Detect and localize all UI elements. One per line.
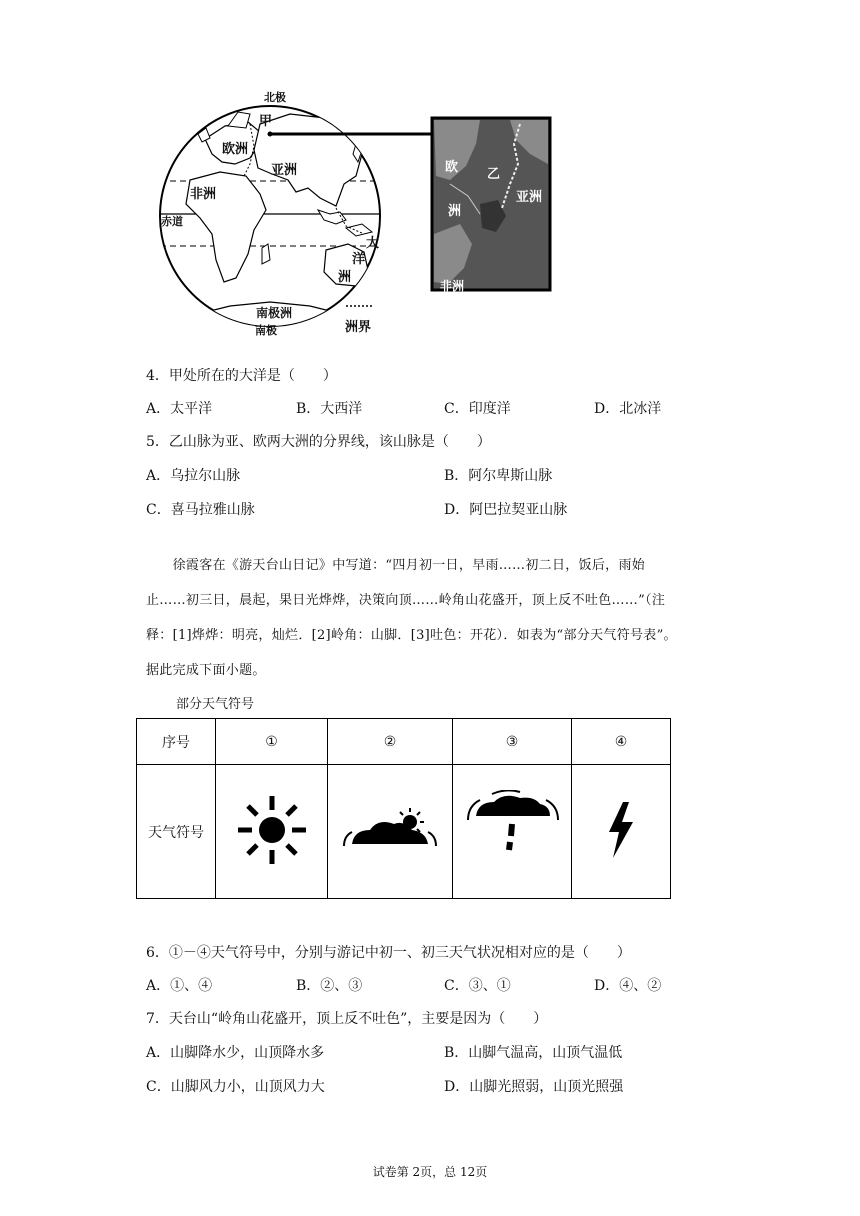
symbol-cell-2 — [328, 765, 453, 899]
africa-label: 非洲 — [190, 187, 217, 202]
q7-option-b[interactable]: B．山脚气温高，山顶气温低 — [444, 1045, 623, 1061]
north-pole-label: 北极 — [264, 91, 286, 104]
weather-symbol-table — [136, 718, 671, 899]
q4-stem: 4．甲处所在的大洋是（ ） — [146, 368, 337, 384]
oceania-label-1: 大 — [366, 236, 380, 251]
passage-line-2: 止……初三日，晨起，果日光烨烨，决策向顶……岭角山花盛开，顶上反不吐色……”（注 — [146, 593, 666, 608]
sun-icon — [232, 790, 312, 870]
inset-europe-label-1: 欧 — [445, 160, 459, 175]
q4-option-a[interactable]: A．太平洋 — [146, 401, 213, 417]
q5-stem: 5．乙山脉为亚、欧两大洲的分界线，该山脉是（ ） — [146, 434, 491, 450]
q5-option-b[interactable]: B．阿尔卑斯山脉 — [444, 468, 553, 484]
symbol-cell-3 — [453, 765, 572, 899]
inset-africa-label: 非洲 — [440, 279, 465, 293]
rain-icon — [462, 790, 562, 870]
q5-option-d[interactable]: D．阿巴拉契亚山脉 — [444, 502, 568, 518]
header-cell-4: ④ — [572, 719, 671, 765]
inset-europe-label-2: 洲 — [448, 204, 462, 219]
oceania-label-3: 洲 — [338, 270, 352, 285]
passage-line-4: 据此完成下面小题。 — [146, 663, 266, 678]
q7-option-a[interactable]: A．山脚降水少，山顶降水多 — [146, 1045, 325, 1061]
q5-option-a[interactable]: A．乌拉尔山脉 — [146, 468, 241, 484]
europe-label: 欧洲 — [222, 142, 249, 157]
q7-option-d[interactable]: D．山脚光照弱，山顶光照强 — [444, 1079, 624, 1095]
partly-cloudy-icon — [338, 800, 442, 860]
asia-label: 亚洲 — [271, 163, 298, 178]
header-cell-number: 序号 — [137, 719, 216, 765]
q4-option-b[interactable]: B．大西洋 — [296, 401, 363, 417]
q7-stem: 7．天台山“岭角山花盛开，顶上反不吐色”，主要是因为（ ） — [146, 1011, 548, 1027]
q6-stem: 6．①－④天气符号中，分别与游记中初一、初三天气状况相对应的是（ ） — [146, 945, 631, 961]
south-pole-label: 南极 — [255, 324, 277, 337]
reading-passage — [146, 548, 706, 688]
q4-option-d[interactable]: D．北冰洋 — [594, 401, 662, 417]
inset-yi-label: 乙 — [487, 167, 501, 182]
q6-option-c[interactable]: C．③、① — [444, 978, 511, 994]
inset-asia-label: 亚洲 — [516, 190, 543, 205]
lightning-icon — [601, 798, 641, 862]
symbol-cell-4 — [572, 765, 671, 899]
header-cell-2: ② — [328, 719, 453, 765]
oceania-label-2: 洋 — [352, 252, 366, 267]
q7-option-c[interactable]: C．山脚风力小，山顶风力大 — [146, 1079, 325, 1095]
passage-line-1: 徐霞客在《游天台山日记》中写道：“四月初一日，早雨……初二日，饭后，雨始 — [146, 558, 646, 573]
madagascar — [262, 244, 270, 264]
row-label-weather-symbol: 天气符号 — [137, 765, 216, 899]
page-footer: 试卷第 2页，总 12页 — [372, 1165, 488, 1179]
map-figure — [150, 84, 560, 340]
q4-option-c[interactable]: C．印度洋 — [444, 401, 511, 417]
symbol-cell-1 — [216, 765, 328, 899]
table-caption: 部分天气符号 — [176, 697, 255, 712]
antarctica-label: 南极洲 — [256, 306, 293, 320]
passage-line-3: 释：[1]烨烨：明亮，灿烂．[2]岭角：山脚．[3]吐色：开花）．如表为“部分天气符号表”。 — [146, 628, 677, 643]
header-cell-1: ① — [216, 719, 328, 765]
q6-option-b[interactable]: B．②、③ — [296, 978, 363, 994]
jia-label: 甲 — [259, 114, 273, 129]
q5-option-c[interactable]: C．喜马拉雅山脉 — [146, 502, 255, 518]
q6-option-a[interactable]: A．①、④ — [146, 978, 213, 994]
header-cell-3: ③ — [453, 719, 572, 765]
equator-label: 赤道 — [161, 215, 183, 228]
q6-option-d[interactable]: D．④、② — [594, 978, 662, 994]
legend-boundary-label: 洲界 — [345, 320, 372, 335]
